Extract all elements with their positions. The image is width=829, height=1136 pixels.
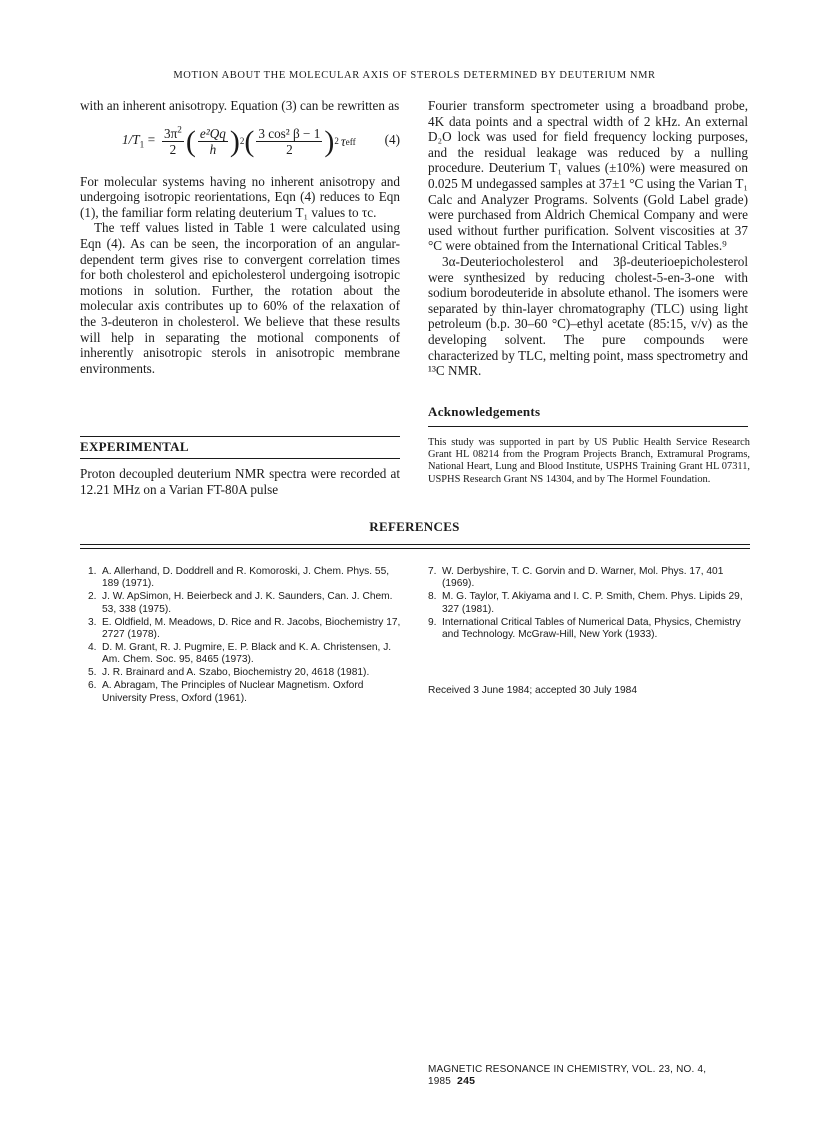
paragraph: 3α-Deuteriocholesterol and 3β-deuterioepicholesterol were synthesized by reducing cholest-5-en-3-one with sodium borodeuteride in absolute ethanol. The isomers were separated by thin-layer chromatography (TLC) using light petroleum (b.p. 30–60 °C)–ethyl acetate (85:15, v/v) as the developing solvent. The pure compounds were characterized by TLC, melting point, mass spectrometry and ¹³C NMR.: [428, 253, 748, 379]
equation-4: [80, 118, 400, 168]
equation-number: (4): [384, 131, 400, 147]
paragraph: with an inherent anisotropy. Equation (3) can be rewritten as: [80, 98, 400, 113]
equation-lhs: $1/T_1$ =: [122, 131, 156, 150]
running-head: MOTION ABOUT THE MOLECULAR AXIS OF STEROLS DETERMINED BY DEUTERIUM NMR: [173, 70, 656, 81]
divider: [80, 548, 750, 549]
acknowledgements-text: This study was supported in part by US Public Health Service Research Grant HL 08214 from the Program Projects Branch, Extramural Programs, National Heart, Lung and Blood Institute, USPHS Training Grant HL 07311, USPHS Research Grant NS 14304, and by The Hormel Foundation.: [428, 437, 750, 485]
received-date: Received 3 June 1984; accepted 30 July 1984: [428, 685, 637, 696]
journal-citation: MAGNETIC RESONANCE IN CHEMISTRY, VOL. 23, NO. 4, 1985: [428, 1064, 707, 1087]
reference-item: 4. D. M. Grant, R. J. Pugmire, E. P. Black and K. A. Christensen, J. Am. Chem. Soc. 95, 8465 (1973).: [88, 641, 392, 666]
paragraph: Fourier transform spectrometer using a broadband probe, 4K data points and a spectral width of 2 kHz. An external D₂O lock was used for field frequency locking purposes, and the residual leakage was reduced by a nulling procedure. Deuterium T₁ values (±10%) were measured on 0.025 M undegassed samples at 37±1 °C using the Varian T₁ Calc and Analyzer Programs. Solvents (Gold Label grade) were purchased from Aldrich Chemical Company and were used without further purification. Solvent viscosities at 37 °C were obtained from the International Critical Tables.⁹: [428, 98, 748, 254]
page-footer: [428, 1064, 750, 1087]
experimental-section-heading: [80, 436, 400, 459]
divider: [80, 544, 750, 545]
left-column: [80, 98, 400, 376]
references-list-left: [88, 566, 408, 705]
fraction-3: $\frac{\text{3 cos² β − 1}}{2}$: [258, 126, 321, 158]
reference-item: 8. M. G. Taylor, T. Akiyama and I. C. P. Smith, Chem. Phys. Lipids 29, 327 (1981).: [428, 591, 743, 615]
divider: [428, 426, 748, 427]
references-list-right: [428, 566, 748, 642]
paragraph: For molecular systems having no inherent anisotropy and undergoing isotropic reorientations, Eqn (4) reduces to Eqn (1), the familiar form relating deuterium T₁ values to τc.: [80, 173, 400, 220]
paragraph: The τeff values listed in Table 1 were calculated using Eqn (4). As can be seen, the incorporation of an angular-dependent term gives rise to convergent correlation times for both cholesterol and epicholesterol undergoing isotropic motions in solution. Further, the rotation about the molecular axis contributes up to 60% of the relaxation of the 3-deuteron in cholesterol. We believe that these results will help in separating the motional components of inherently anisotropic sterols in anisotropic membrane environments.: [80, 220, 400, 376]
fraction-1: $\frac{3\pi^2}{2}$: [164, 124, 182, 158]
right-column: [428, 98, 748, 379]
equation-rhs: $\frac{3\pi^2}{2}$ ( $\frac{\text{e²Qq}}{h}$ ) 2 ( $\frac{\text{3 cos² β − 1}}{2}$ ) 2 τ eff: [164, 124, 356, 158]
divider: [80, 458, 400, 459]
section-heading: EXPERIMENTAL: [80, 439, 189, 454]
page-number: 245: [457, 1075, 476, 1087]
reference-item: 2. J. W. ApSimon, H. Beierbeck and J. K. Saunders, Can. J. Chem. 53, 338 (1975).: [88, 591, 393, 615]
reference-item: 1. A. Allerhand, D. Doddrell and R. Komoroski, J. Chem. Phys. 55, 189 (1971).: [88, 566, 390, 590]
acknowledgements-heading: Acknowledgements: [428, 404, 541, 419]
fraction-2: $\frac{\text{e²Qq}}{h}$: [199, 126, 226, 158]
reference-item: 3. E. Oldfield, M. Meadows, D. Rice and R. Jacobs, Biochemistry 17, 2727 (1978).: [88, 616, 401, 641]
reference-item: 6. A. Abragam, The Principles of Nuclear Magnetism. Oxford University Press, Oxford (1961).: [88, 680, 364, 704]
divider: [80, 436, 400, 437]
references-heading: REFERENCES: [369, 519, 460, 534]
reference-item: 7. W. Derbyshire, T. C. Gorvin and D. Warner, Mol. Phys. 17, 401 (1969).: [428, 566, 724, 590]
reference-item: 9. International Critical Tables of Numerical Data, Physics, Chemistry and Technology. McGraw-Hill, New York (1933).: [428, 616, 741, 641]
reference-item: 5. J. R. Brainard and A. Szabo, Biochemistry 20, 4618 (1981).: [88, 667, 370, 679]
experimental-text: Proton decoupled deuterium NMR spectra were recorded at 12.21 MHz on a Varian FT-80A pulse: [80, 466, 400, 497]
